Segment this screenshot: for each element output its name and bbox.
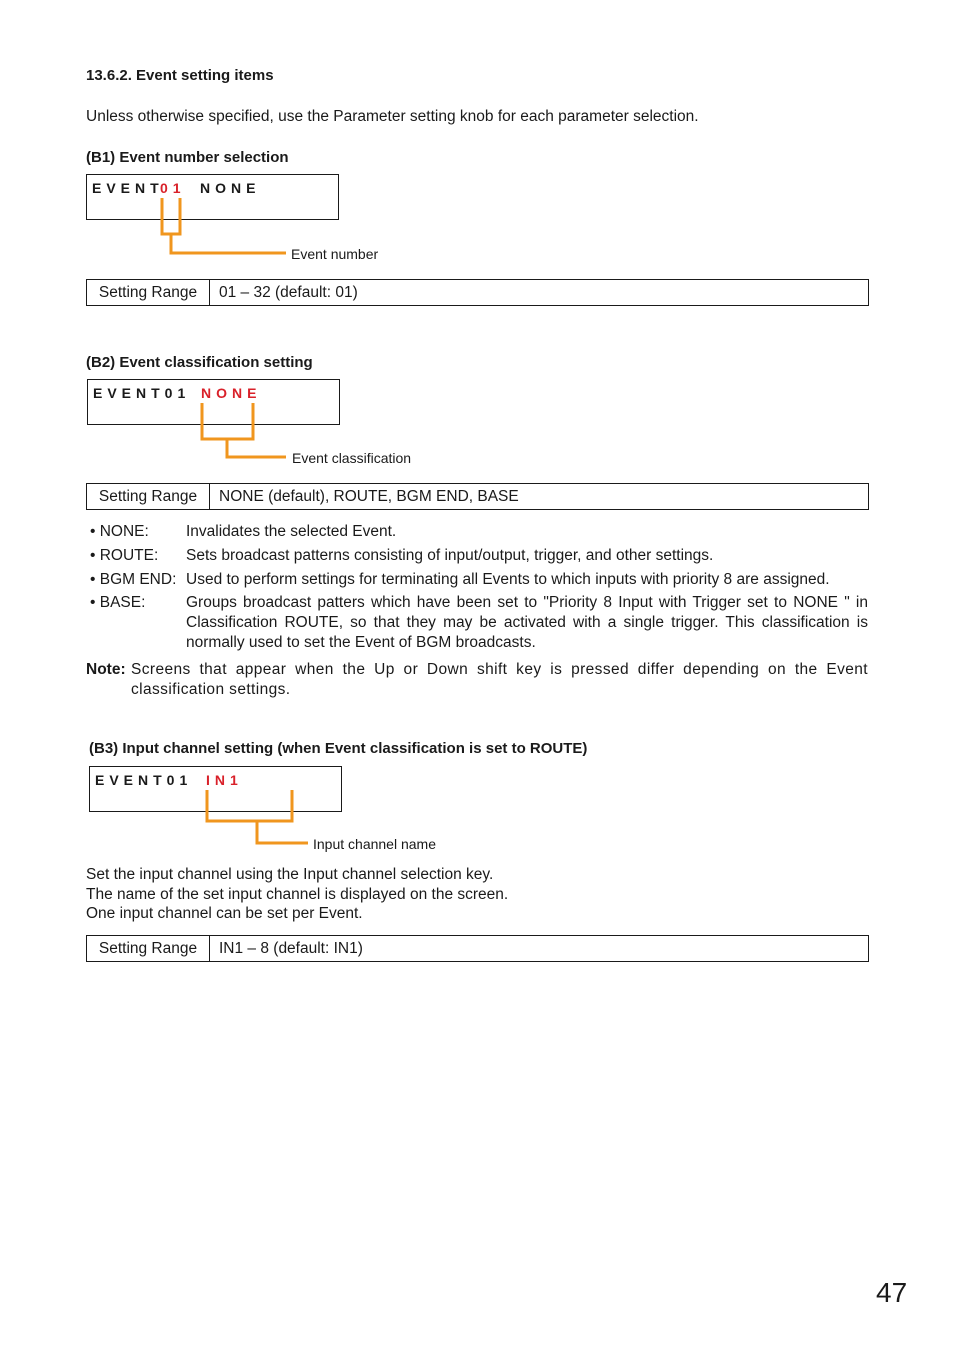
- note-text: Screens that appear when the Up or Down shift key is pressed differ depending on the Event classification settings.: [131, 661, 868, 698]
- b1-callout-label: Event number: [291, 246, 379, 262]
- range-label: Setting Range: [87, 280, 210, 305]
- b2-callout-label: Event classification: [292, 450, 412, 466]
- b3-text-line: Set the input channel using the Input channel selection key.: [86, 866, 494, 883]
- b3-title: (B3) Input channel setting (when Event classification is set to ROUTE): [89, 740, 588, 757]
- b3-setting-range-table: [86, 935, 869, 962]
- lcd-classification: NONE: [201, 385, 262, 401]
- lcd-event-label: EVENT01: [95, 772, 193, 788]
- bullet-label: • BASE:: [90, 594, 146, 611]
- bullet-label: • NONE:: [90, 523, 149, 540]
- bullet-text: Invalidates the selected Event.: [186, 523, 397, 540]
- range-label: Setting Range: [87, 484, 210, 509]
- b1-title: (B1) Event number selection: [86, 149, 289, 166]
- section-heading: 13.6.2. Event setting items: [86, 67, 274, 84]
- bullet-label: • ROUTE:: [90, 547, 159, 564]
- b3-text-line: The name of the set input channel is displayed on the screen.: [86, 886, 509, 903]
- range-value: NONE (default), ROUTE, BGM END, BASE: [219, 488, 519, 505]
- intro-text: Unless otherwise specified, use the Parameter setting knob for each parameter selection.: [86, 108, 699, 125]
- range-value: 01 – 32 (default: 01): [219, 284, 358, 301]
- lcd-event-label: EVENT: [92, 180, 164, 196]
- b3-text-line: One input channel can be set per Event.: [86, 905, 363, 922]
- bullet-text: Sets broadcast patterns consisting of input/output, trigger, and other settings.: [186, 547, 714, 564]
- range-label: Setting Range: [87, 936, 210, 961]
- lcd-input-name: IN1: [206, 772, 243, 788]
- b3-callout-label: Input channel name: [313, 836, 436, 852]
- note-label: Note:: [86, 661, 126, 678]
- page-number: 47: [876, 1277, 908, 1308]
- bullet-text: Used to perform settings for terminating all Events to which inputs with priority 8 are assigned.: [186, 571, 830, 588]
- b2-title: (B2) Event classification setting: [86, 354, 313, 371]
- range-value: IN1 – 8 (default: IN1): [219, 940, 363, 957]
- lcd-classification: NONE: [200, 180, 261, 196]
- lcd-event-label: EVENT01: [93, 385, 191, 401]
- lcd-event-number: 01: [160, 180, 186, 196]
- bullet-text: Groups broadcast patters which have been set to "Priority 8 Input with Trigger set to NONE " in Classification ROUTE, so that they may be activated with a single trigger. This classification is normally used to set the Event of BGM broadcasts.: [186, 594, 868, 651]
- bullet-label: • BGM END:: [90, 571, 177, 588]
